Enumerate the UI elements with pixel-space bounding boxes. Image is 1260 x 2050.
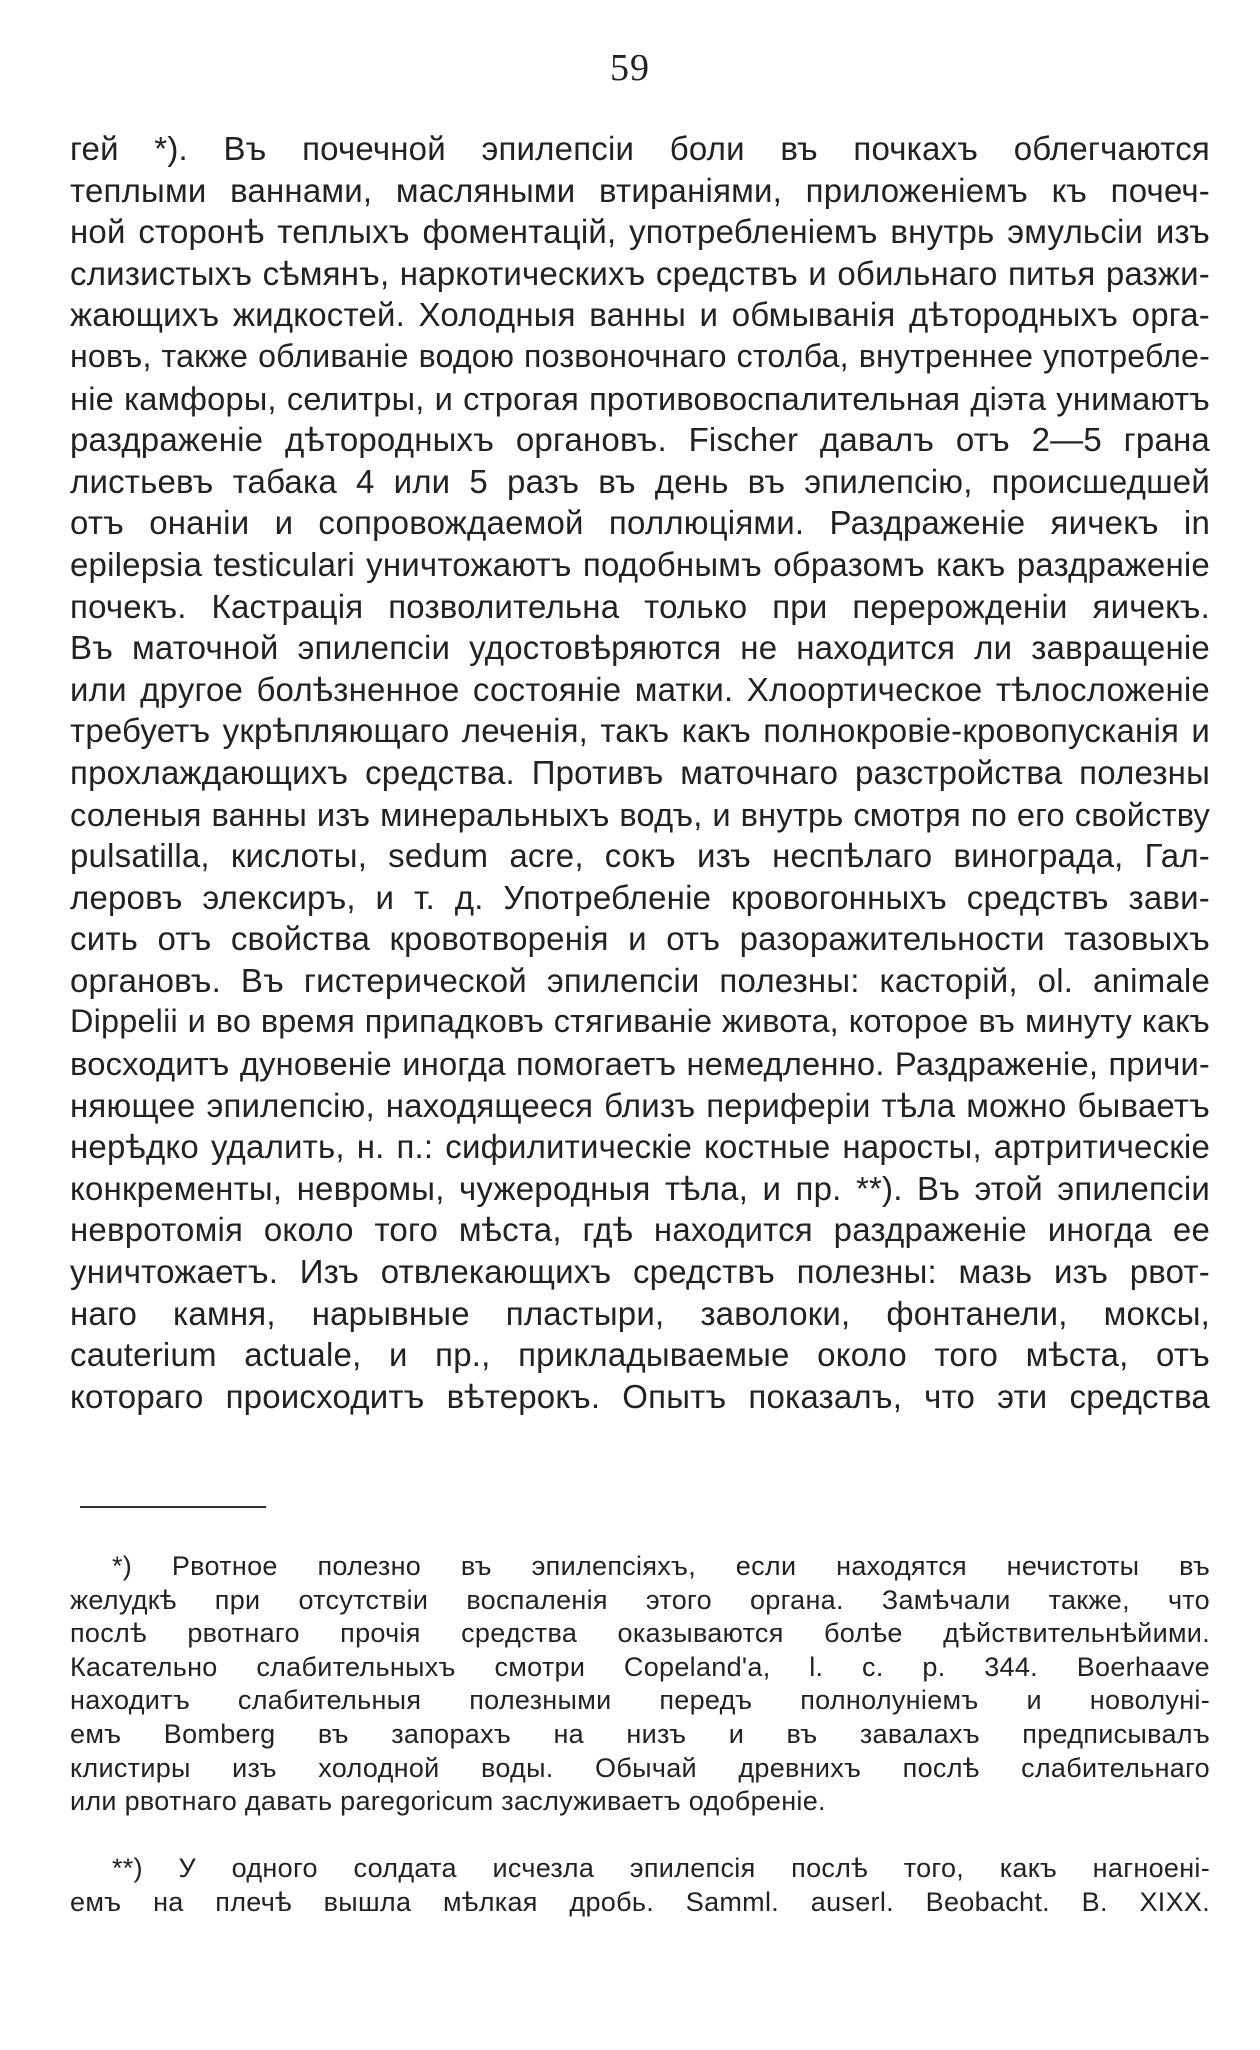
page-number: 59 bbox=[610, 47, 650, 89]
footnote-2 bbox=[70, 1852, 1210, 1919]
text-line: раздраженіе дѣтородныхъ органовъ. Fischer давалъ отъ 2—5 грана bbox=[70, 421, 1210, 459]
text-line: Dippelii и во время припадковъ стягиваніе живота, которое въ минуту какъ bbox=[70, 1003, 1210, 1040]
text-line: нерѣдко удалить, н. п.: сифилитическіе костные наросты, артритическіе bbox=[70, 1128, 1210, 1166]
text-line: котораго происходитъ вѣтерокъ. Опытъ показалъ, что эти средства bbox=[70, 1377, 1210, 1415]
text-line: невротомія около того мѣста, гдѣ находится раздраженіе иногда ее bbox=[70, 1211, 1210, 1249]
footnote-line: находитъ слабительныя полезными передъ полнолуніемъ и новолуні- bbox=[70, 1685, 1210, 1716]
footnote-divider bbox=[80, 1506, 266, 1508]
footnote-1 bbox=[70, 1550, 1210, 1819]
text-line: листьевъ табака 4 или 5 разъ въ день въ эпилепсію, происшедшей bbox=[70, 462, 1210, 500]
text-line: ніе камфоры, селитры, и строгая противовоспалительная діэта унимаютъ bbox=[70, 379, 1210, 417]
text-line: гей *). Въ почечной эпилепсіи боли въ почкахъ облегчаются bbox=[70, 130, 1210, 167]
text-line: ной сторонѣ теплыхъ фоментацій, употребленіемъ внутрь эмульсіи изъ bbox=[70, 213, 1210, 251]
footnote-line: *) Рвотное полезно въ эпилепсіяхъ, если находятся нечистоты въ bbox=[112, 1551, 1210, 1581]
text-line: требуетъ укрѣпляющаго леченія, такъ какъ полнокровіе-кровопусканія и bbox=[70, 712, 1210, 750]
footnote-line: **) У одного солдата исчезла эпилепсія послѣ того, какъ нагноені- bbox=[112, 1853, 1210, 1883]
text-line: жающихъ жидкостей. Холодныя ванны и обмыванія дѣтородныхъ орга- bbox=[70, 296, 1210, 334]
footnote-line: Касательно слабительныхъ смотри Copeland'a, l. c. p. 344. Boerhaave bbox=[70, 1651, 1210, 1682]
text-line: наго камня, нарывные пластыри, заволоки, фонтанели, моксы, bbox=[70, 1294, 1210, 1332]
text-line: почекъ. Кастрація позволительна только при перерожденіи яичекъ. bbox=[70, 587, 1210, 625]
footnote-line: послѣ рвотнаго прочія средства оказываются болѣе дѣйствительнѣйими. bbox=[70, 1618, 1210, 1649]
footnote-line: емъ на плечѣ вышла мѣлкая дробь. Samml. auserl. Beobacht. B. XIXX. bbox=[70, 1886, 1210, 1917]
footnote-line: желудкѣ при отсутствіи воспаленія этого органа. Замѣчали также, что bbox=[70, 1584, 1210, 1615]
text-line: теплыми ваннами, масляными втираніями, приложеніемъ къ почеч- bbox=[70, 171, 1210, 209]
text-line: восходитъ дуновеніе иногда помогаетъ немедленно. Раздраженіе, причи- bbox=[70, 1045, 1210, 1083]
text-line: слизистыхъ сѣмянъ, наркотическихъ средствъ и обильнаго питья разжи- bbox=[70, 254, 1210, 292]
footnote-line: емъ Bomberg въ запорахъ на низъ и въ завалахъ предписывалъ bbox=[70, 1718, 1210, 1749]
text-line: отъ онаніи и сопровождаемой поллюціями. Раздраженіе яичекъ in bbox=[70, 504, 1210, 542]
text-line: соленыя ванны изъ минеральныхъ водъ, и внутрь смотря по его свойству bbox=[70, 795, 1210, 833]
footnote-line: клистиры изъ холодной воды. Обычай древнихъ послѣ слабительнаго bbox=[70, 1752, 1210, 1783]
text-line: леровъ элексиръ, и т. д. Употребленіе кровогонныхъ средствъ зави- bbox=[70, 878, 1210, 916]
text-line: органовъ. Въ гистерической эпилепсіи полезны: касторій, ol. animale bbox=[70, 961, 1210, 999]
text-line: прохлаждающихъ средства. Противъ маточнаго разстройства полезны bbox=[70, 753, 1210, 791]
footnote-line: или рвотнаго давать paregoricum заслуживаетъ одобреніе. bbox=[70, 1786, 826, 1817]
text-line: новъ, также обливаніе водою позвоночнаго столба, внутреннее употребле- bbox=[70, 337, 1210, 374]
text-line: pulsatilla, кислоты, sedum acre, сокъ изъ неспѣлаго винограда, Гал- bbox=[70, 837, 1210, 875]
text-line: уничтожаетъ. Изъ отвлекающихъ средствъ полезны: мазь изъ рвот- bbox=[70, 1253, 1210, 1291]
text-line: няющее эпилепсію, находящееся близъ периферіи тѣла можно бываетъ bbox=[70, 1086, 1210, 1124]
text-line: сить отъ свойства кровотворенія и отъ разоражительности тазовыхъ bbox=[70, 920, 1210, 958]
text-line: cauterium actuale, и пр., прикладываемые около того мѣста, отъ bbox=[70, 1336, 1210, 1374]
main-text bbox=[70, 128, 1210, 1417]
text-line: Въ маточной эпилепсіи удостовѣряются не находится ли завращеніе bbox=[70, 629, 1210, 667]
text-line: конкременты, невромы, чужеродныя тѣла, и пр. **). Въ этой эпилепсіи bbox=[70, 1169, 1210, 1207]
text-line: или другое болѣзненное состояніе матки. Хлоортическое тѣлосложеніе bbox=[70, 670, 1210, 708]
text-line: epilepsia testiculari уничтожаютъ подобнымъ образомъ какъ раздраженіе bbox=[70, 545, 1210, 583]
